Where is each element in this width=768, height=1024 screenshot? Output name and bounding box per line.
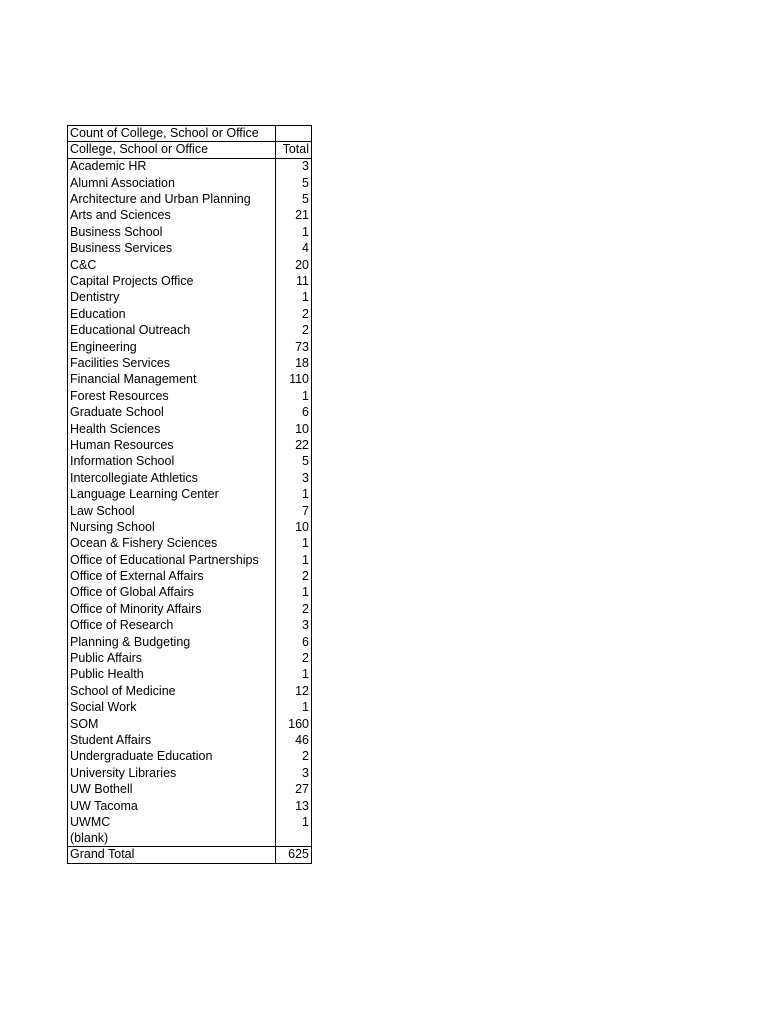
row-value[interactable]: 10 xyxy=(276,421,312,437)
row-value[interactable]: 10 xyxy=(276,519,312,535)
table-row xyxy=(68,552,312,568)
row-label[interactable]: Language Learning Center xyxy=(68,486,276,502)
table-row xyxy=(68,175,312,191)
row-label[interactable]: University Libraries xyxy=(68,765,276,781)
row-label[interactable]: UW Bothell xyxy=(68,781,276,797)
row-value[interactable]: 18 xyxy=(276,355,312,371)
row-value[interactable]: 1 xyxy=(276,486,312,502)
row-value[interactable]: 46 xyxy=(276,732,312,748)
pivot-title-row xyxy=(68,126,312,142)
row-label[interactable]: C&C xyxy=(68,257,276,273)
row-value[interactable]: 3 xyxy=(276,470,312,486)
row-label[interactable]: SOM xyxy=(68,716,276,732)
table-row xyxy=(68,404,312,420)
row-label[interactable]: Undergraduate Education xyxy=(68,748,276,764)
table-row xyxy=(68,765,312,781)
row-value[interactable]: 1 xyxy=(276,289,312,305)
grand-total-value[interactable]: 625 xyxy=(276,847,312,863)
table-row xyxy=(68,601,312,617)
row-label[interactable]: Intercollegiate Athletics xyxy=(68,470,276,486)
table-row xyxy=(68,617,312,633)
table-row xyxy=(68,207,312,223)
row-value[interactable]: 2 xyxy=(276,306,312,322)
table-row xyxy=(68,355,312,371)
row-value[interactable]: 3 xyxy=(276,617,312,633)
grand-total-label[interactable]: Grand Total xyxy=(68,847,276,863)
table-row xyxy=(68,798,312,814)
row-label[interactable]: Business School xyxy=(68,224,276,240)
row-value[interactable] xyxy=(276,830,312,846)
table-row xyxy=(68,371,312,387)
row-value[interactable]: 1 xyxy=(276,814,312,830)
row-value[interactable]: 3 xyxy=(276,158,312,174)
table-row xyxy=(68,224,312,240)
row-label[interactable]: Graduate School xyxy=(68,404,276,420)
table-row xyxy=(68,535,312,551)
row-label[interactable]: Law School xyxy=(68,503,276,519)
row-label[interactable]: Forest Resources xyxy=(68,388,276,404)
row-value[interactable]: 27 xyxy=(276,781,312,797)
pivot-title[interactable]: Count of College, School or Office xyxy=(68,126,276,142)
row-value[interactable]: 2 xyxy=(276,322,312,338)
row-label[interactable]: Arts and Sciences xyxy=(68,207,276,223)
table-row xyxy=(68,814,312,830)
row-value[interactable]: 1 xyxy=(276,535,312,551)
row-value[interactable]: 5 xyxy=(276,175,312,191)
row-label[interactable]: School of Medicine xyxy=(68,683,276,699)
row-label[interactable]: Office of Educational Partnerships xyxy=(68,552,276,568)
table-row xyxy=(68,781,312,797)
row-label[interactable]: Alumni Association xyxy=(68,175,276,191)
table-row xyxy=(68,503,312,519)
row-value[interactable]: 3 xyxy=(276,765,312,781)
row-value[interactable]: 12 xyxy=(276,683,312,699)
pivot-header-row xyxy=(68,142,312,158)
row-value[interactable]: 11 xyxy=(276,273,312,289)
row-value[interactable]: 4 xyxy=(276,240,312,256)
row-label[interactable]: Health Sciences xyxy=(68,421,276,437)
row-value[interactable]: 2 xyxy=(276,601,312,617)
row-label[interactable]: Office of Research xyxy=(68,617,276,633)
row-value[interactable]: 1 xyxy=(276,388,312,404)
table-row xyxy=(68,453,312,469)
row-label[interactable]: Public Health xyxy=(68,666,276,682)
row-value[interactable]: 22 xyxy=(276,437,312,453)
grand-total-row xyxy=(68,847,312,863)
table-row xyxy=(68,732,312,748)
table-row xyxy=(68,470,312,486)
column-header-total[interactable]: Total xyxy=(276,142,312,158)
row-label[interactable]: Ocean & Fishery Sciences xyxy=(68,535,276,551)
table-row xyxy=(68,830,312,846)
table-row xyxy=(68,240,312,256)
pivot-title-blank-cell[interactable] xyxy=(276,126,312,142)
row-value[interactable]: 20 xyxy=(276,257,312,273)
row-value[interactable]: 160 xyxy=(276,716,312,732)
table-row xyxy=(68,584,312,600)
row-label[interactable]: Business Services xyxy=(68,240,276,256)
table-row xyxy=(68,666,312,682)
row-label[interactable]: Office of Minority Affairs xyxy=(68,601,276,617)
table-row xyxy=(68,306,312,322)
row-value[interactable]: 73 xyxy=(276,339,312,355)
row-label[interactable]: Social Work xyxy=(68,699,276,715)
row-value[interactable]: 6 xyxy=(276,404,312,420)
row-label[interactable]: Capital Projects Office xyxy=(68,273,276,289)
table-row xyxy=(68,322,312,338)
table-row xyxy=(68,273,312,289)
row-value[interactable]: 1 xyxy=(276,552,312,568)
table-row xyxy=(68,486,312,502)
row-value[interactable]: 5 xyxy=(276,191,312,207)
table-row xyxy=(68,519,312,535)
table-row xyxy=(68,699,312,715)
row-label[interactable]: Facilities Services xyxy=(68,355,276,371)
row-label[interactable]: (blank) xyxy=(68,830,276,846)
table-row xyxy=(68,158,312,174)
row-value[interactable]: 7 xyxy=(276,503,312,519)
table-row xyxy=(68,191,312,207)
table-row xyxy=(68,339,312,355)
table-row xyxy=(68,421,312,437)
table-row xyxy=(68,683,312,699)
row-label[interactable]: Information School xyxy=(68,453,276,469)
row-value[interactable]: 21 xyxy=(276,207,312,223)
row-label[interactable]: Student Affairs xyxy=(68,732,276,748)
row-value[interactable]: 2 xyxy=(276,568,312,584)
row-value[interactable]: 1 xyxy=(276,699,312,715)
table-row xyxy=(68,257,312,273)
row-label[interactable]: Education xyxy=(68,306,276,322)
row-value[interactable]: 2 xyxy=(276,748,312,764)
row-value[interactable]: 5 xyxy=(276,453,312,469)
row-header[interactable]: College, School or Office xyxy=(68,142,276,158)
table-row xyxy=(68,388,312,404)
row-label[interactable]: Human Resources xyxy=(68,437,276,453)
row-label[interactable]: Nursing School xyxy=(68,519,276,535)
row-value[interactable]: 110 xyxy=(276,371,312,387)
row-label[interactable]: Engineering xyxy=(68,339,276,355)
row-label[interactable]: Public Affairs xyxy=(68,650,276,666)
row-label[interactable]: Financial Management xyxy=(68,371,276,387)
pivot-table xyxy=(67,125,312,864)
row-value[interactable]: 13 xyxy=(276,798,312,814)
row-label[interactable]: Office of Global Affairs xyxy=(68,584,276,600)
row-label[interactable]: Architecture and Urban Planning xyxy=(68,191,276,207)
row-label[interactable]: UWMC xyxy=(68,814,276,830)
table-row xyxy=(68,634,312,650)
table-row xyxy=(68,437,312,453)
row-value[interactable]: 1 xyxy=(276,224,312,240)
table-row xyxy=(68,568,312,584)
row-value[interactable]: 1 xyxy=(276,584,312,600)
table-row xyxy=(68,716,312,732)
table-row xyxy=(68,650,312,666)
row-value[interactable]: 1 xyxy=(276,666,312,682)
row-label[interactable]: Dentistry xyxy=(68,289,276,305)
row-value[interactable]: 6 xyxy=(276,634,312,650)
row-label[interactable]: Educational Outreach xyxy=(68,322,276,338)
row-value[interactable]: 2 xyxy=(276,650,312,666)
row-label[interactable]: Planning & Budgeting xyxy=(68,634,276,650)
row-label[interactable]: UW Tacoma xyxy=(68,798,276,814)
table-row xyxy=(68,289,312,305)
row-label[interactable]: Office of External Affairs xyxy=(68,568,276,584)
row-label[interactable]: Academic HR xyxy=(68,158,276,174)
table-row xyxy=(68,748,312,764)
